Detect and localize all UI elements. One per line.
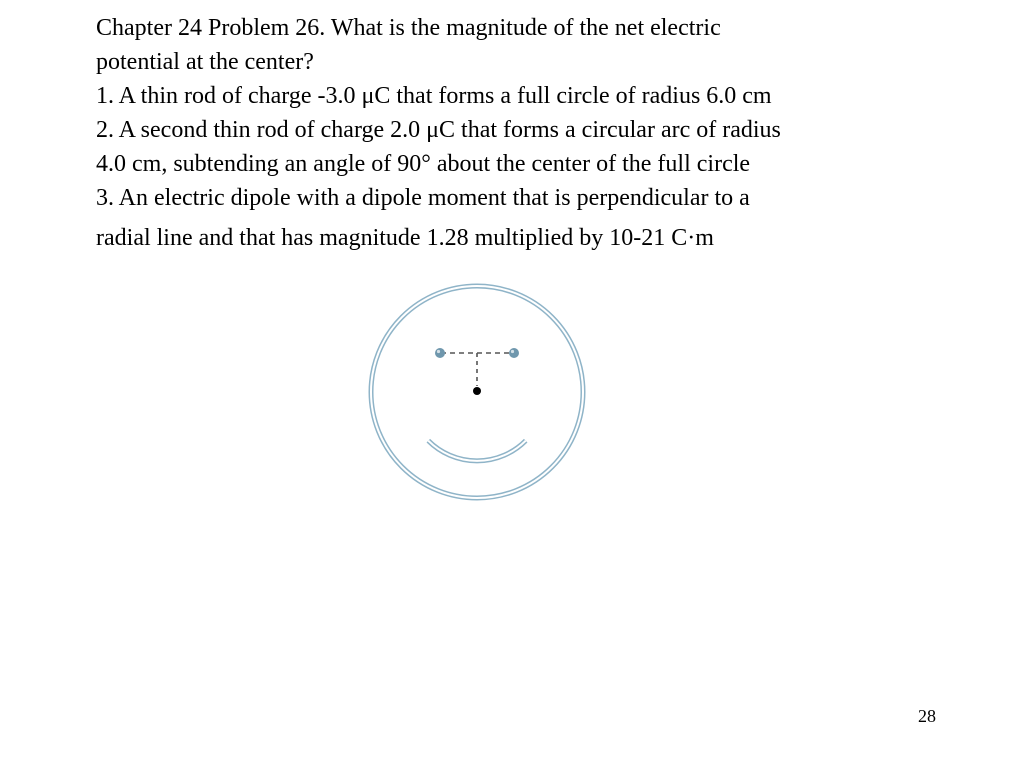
problem-line-4: 2. A second thin rod of charge 2.0 μC that forms a circular arc of radius xyxy=(96,117,781,143)
dipole-charge-left xyxy=(435,348,445,358)
dipole-charge-left-highlight xyxy=(437,350,440,353)
page-number: 28 xyxy=(918,706,936,726)
dipole-charge-right xyxy=(509,348,519,358)
problem-line-3: 1. A thin rod of charge -3.0 μC that forms a full circle of radius 6.0 cm xyxy=(96,83,772,109)
problem-line-5: 4.0 cm, subtending an angle of 90° about the center of the full circle xyxy=(96,151,751,177)
problem-text xyxy=(96,11,956,255)
problem-line-7: radial line and that has magnitude 1.28 multiplied by 10-21 C·m xyxy=(96,225,714,251)
problem-line-6: 3. An electric dipole with a dipole moment that is perpendicular to a xyxy=(96,185,750,211)
problem-line-2: potential at the center? xyxy=(96,49,314,75)
arc-rod xyxy=(428,441,525,461)
center-point xyxy=(473,387,481,395)
charge-figure xyxy=(360,278,596,510)
problem-line-1: Chapter 24 Problem 26. What is the magnitude of the net electric xyxy=(96,15,721,41)
dipole-charge-right-highlight xyxy=(511,350,514,353)
